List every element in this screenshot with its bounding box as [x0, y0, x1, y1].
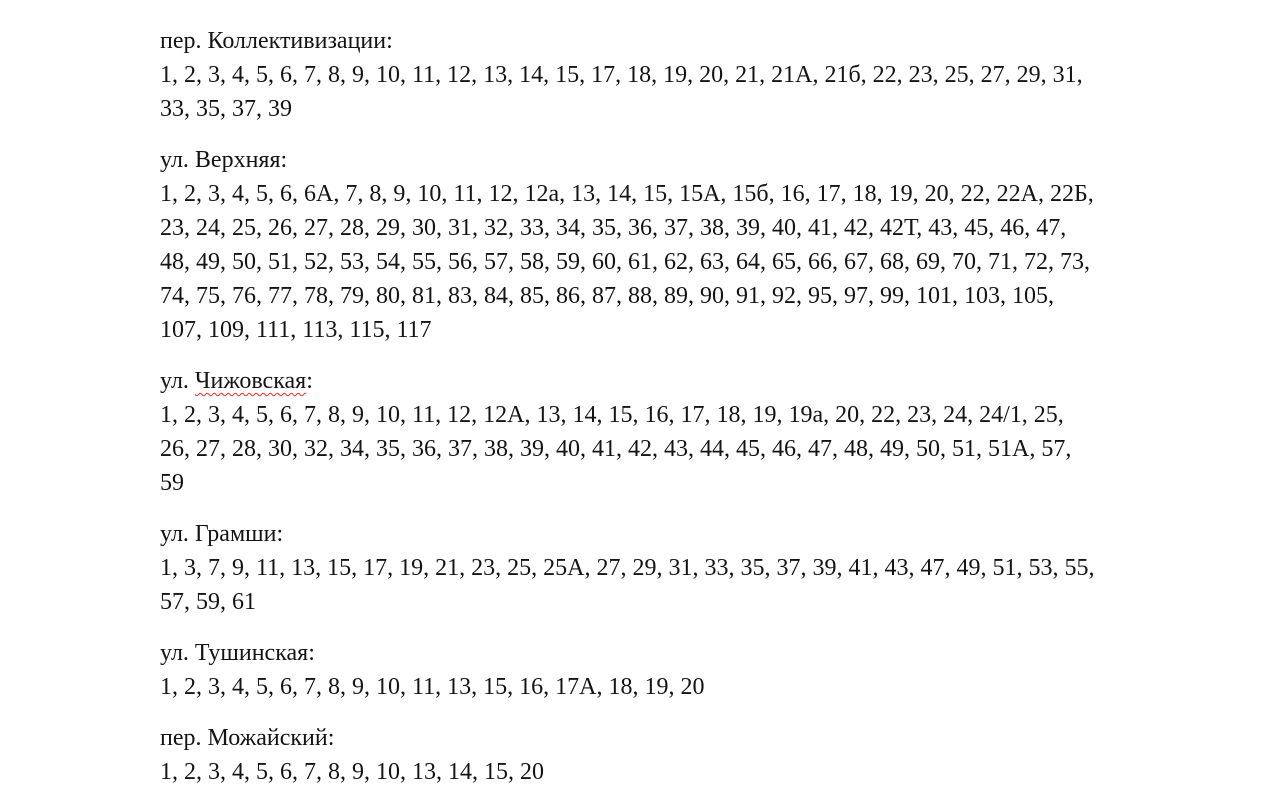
- street-heading: ул. Верхняя:: [160, 147, 288, 173]
- street-section-chizhovskaya: [160, 364, 1240, 500]
- house-numbers-line: 26, 27, 28, 30, 32, 34, 35, 36, 37, 38, 39, 40, 41, 42, 43, 44, 45, 46, 47, 48, 49, 50, 51, 51А, 57,: [160, 436, 1072, 462]
- house-numbers-line: 107, 109, 111, 113, 115, 117: [160, 317, 432, 343]
- house-numbers-line: 1, 2, 3, 4, 5, 6, 7, 8, 9, 10, 13, 14, 15, 20: [160, 759, 544, 785]
- house-numbers-line: 23, 24, 25, 26, 27, 28, 29, 30, 31, 32, 33, 34, 35, 36, 37, 38, 39, 40, 41, 42, 42Т, 43, 45, 46, 47,: [160, 215, 1067, 241]
- street-heading: ул. Тушинская:: [160, 640, 315, 666]
- street-section-verkhnyaya: [160, 143, 1240, 347]
- street-section-gramshi: [160, 517, 1240, 619]
- street-section-tushinskaya: [160, 636, 1240, 704]
- street-heading: ул. Чижовская:: [160, 368, 313, 394]
- house-numbers-line: 1, 2, 3, 4, 5, 6, 7, 8, 9, 10, 11, 12, 12А, 13, 14, 15, 16, 17, 18, 19, 19а, 20, 22, 23, 24, 24/1, 25,: [160, 402, 1064, 428]
- house-numbers-line: 1, 2, 3, 4, 5, 6, 7, 8, 9, 10, 11, 12, 13, 14, 15, 17, 18, 19, 20, 21, 21А, 21б, 22, 23, 25, 27, 29, 31,: [160, 62, 1083, 88]
- document-page: [160, 24, 1240, 806]
- street-heading: пер. Коллективизации:: [160, 28, 393, 54]
- house-numbers-line: 57, 59, 61: [160, 589, 256, 615]
- house-numbers-line: 74, 75, 76, 77, 78, 79, 80, 81, 83, 84, 85, 86, 87, 88, 89, 90, 91, 92, 95, 97, 99, 101, 103, 105,: [160, 283, 1054, 309]
- spellcheck-flagged-word[interactable]: Чижовская: [194, 368, 307, 394]
- house-numbers-line: 59: [160, 470, 184, 496]
- street-heading: ул. Грамши:: [160, 521, 284, 547]
- street-section-kollektivizatsii: [160, 24, 1240, 126]
- house-numbers-line: 1, 2, 3, 4, 5, 6, 7, 8, 9, 10, 11, 13, 15, 16, 17А, 18, 19, 20: [160, 674, 705, 700]
- house-numbers-line: 48, 49, 50, 51, 52, 53, 54, 55, 56, 57, 58, 59, 60, 61, 62, 63, 64, 65, 66, 67, 68, 69, 70, 71, 72, 73,: [160, 249, 1090, 275]
- street-section-mozhayskiy: [160, 721, 1240, 789]
- house-numbers-line: 1, 2, 3, 4, 5, 6, 6А, 7, 8, 9, 10, 11, 12, 12а, 13, 14, 15, 15А, 15б, 16, 17, 18, 19, 20, 22, 22А, 22Б,: [160, 181, 1094, 207]
- house-numbers-line: 33, 35, 37, 39: [160, 96, 292, 122]
- street-heading: пер. Можайский:: [160, 725, 335, 751]
- house-numbers-line: 1, 3, 7, 9, 11, 13, 15, 17, 19, 21, 23, 25, 25А, 27, 29, 31, 33, 35, 37, 39, 41, 43, 47, 49, 51, 53, 55,: [160, 555, 1095, 581]
